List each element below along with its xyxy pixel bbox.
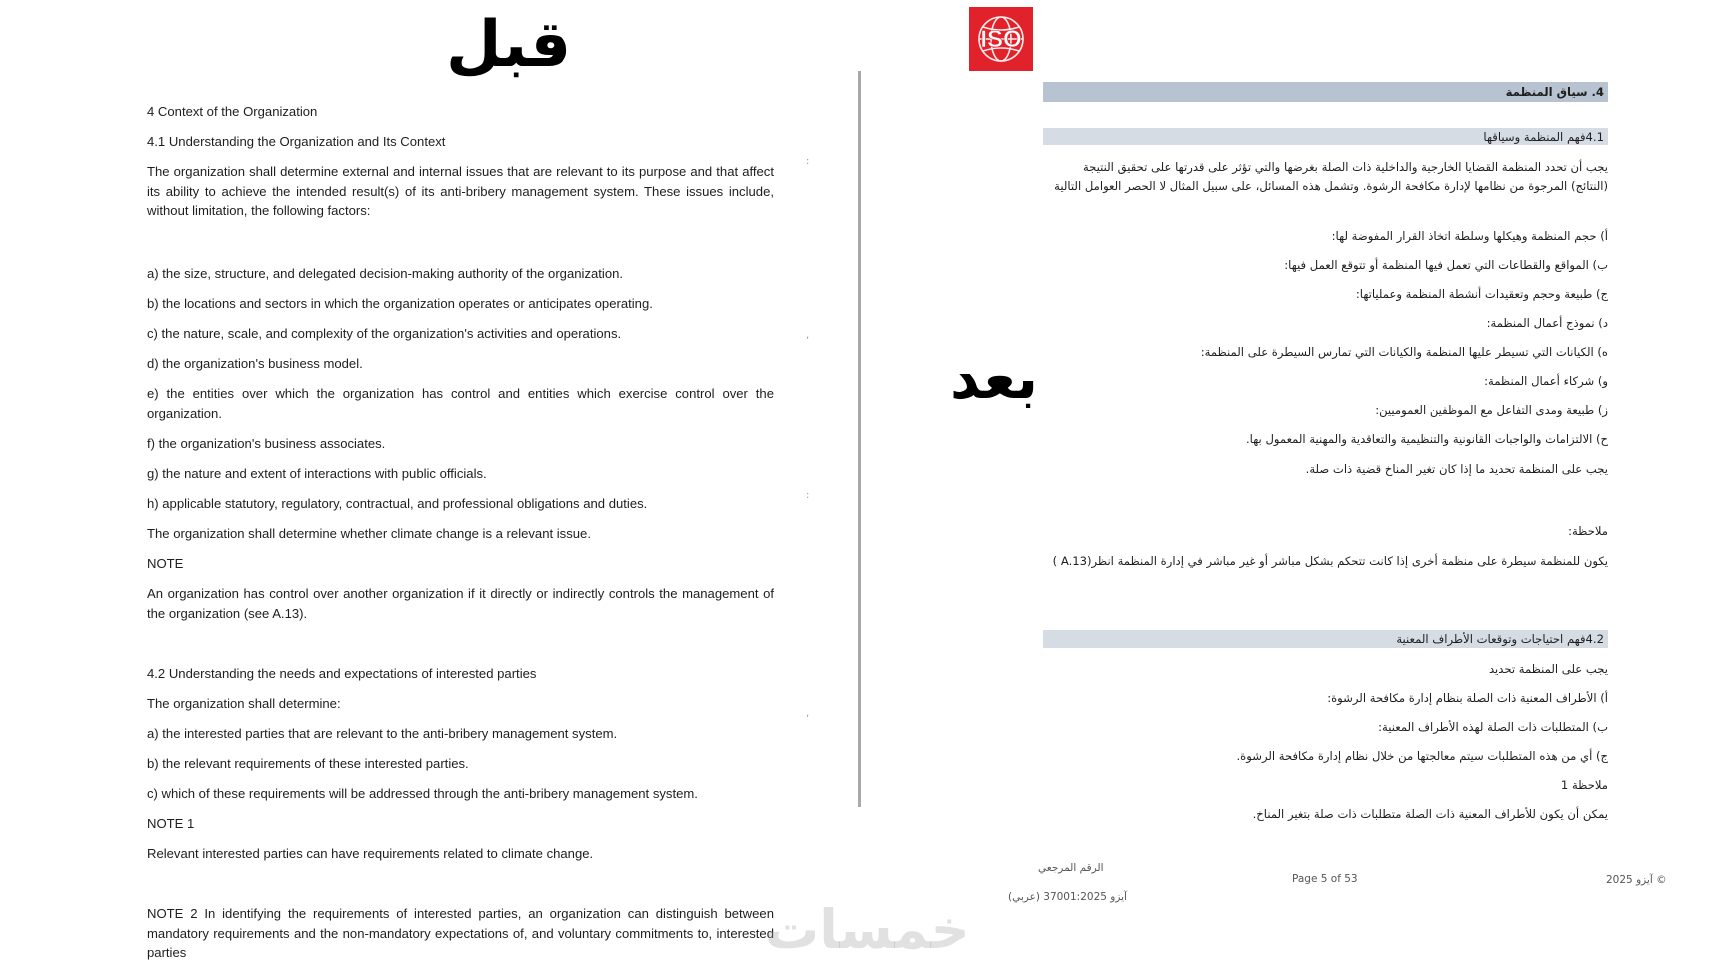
- column-divider: [858, 71, 861, 807]
- stray-mark: :: [806, 156, 810, 167]
- footer-page-number: Page 5 of 53: [1292, 873, 1358, 885]
- english-item-d: d) the organization's business model.: [147, 356, 363, 371]
- english-note: NOTE: [147, 556, 184, 571]
- arabic-heading-4-2-band: [1043, 630, 1608, 648]
- arabic-4-2-a: أ) الأطراف المعنية ذات الصلة بنظام إدارة مكافحة الرشوة:: [1327, 691, 1608, 705]
- arabic-note-1: ملاحظة 1: [1560, 778, 1608, 792]
- arabic-shall-determine: يجب على المنظمة تحديد: [1488, 662, 1608, 676]
- arabic-heading-4-2: 4.2فهم احتياجات وتوقعات الأطراف المعنية: [1396, 632, 1604, 646]
- arabic-item-h: ح) الالتزامات والواجبات القانونية والتنظيمية والتعاقدية والمهنية المعمول بها.: [1246, 432, 1608, 446]
- after-label: بعد: [950, 344, 1039, 412]
- english-4-2-a: a) the interested parties that are relevant to the anti-bribery management system.: [147, 726, 618, 741]
- arabic-intro-paragraph: يجب أن تحدد المنظمة القضايا الخارجية والداخلية ذات الصلة بغرضها والتي تؤثر على قدرتها على تحقيق النتيجة (النتائج) المرجوة من نظامها لإدارة مكافحة الرشوة. وتشمل هذه المسائل، على سبيل المثال لا الحصر العوامل التالية: [1054, 160, 1608, 193]
- english-note-1: NOTE 1: [147, 816, 195, 831]
- arabic-4-2-b: ب) المتطلبات ذات الصلة لهذه الأطراف المعنية:: [1378, 720, 1608, 734]
- arabic-item-e: ه) الكيانات التي تسيطر عليها المنظمة والكيانات التي تمارس السيطرة على المنظمة:: [1200, 345, 1608, 359]
- english-item-e: e) the entities over which the organization has control and entities which exercise control over the organization.: [147, 386, 774, 421]
- arabic-heading-4-band: [1043, 82, 1608, 102]
- english-note-text: An organization has control over another organization if it directly or indirectly controls the management of the organization (see A.13).: [147, 586, 774, 621]
- arabic-climate: يجب على المنظمة تحديد ما إذا كان تغير المناخ قضية ذات صلة.: [1305, 462, 1608, 476]
- english-item-g: g) the nature and extent of interactions with public officials.: [147, 466, 487, 481]
- arabic-note-text: يكون للمنظمة سيطرة على منظمة أخرى إذا كانت تتحكم بشكل مباشر أو غير مباشر في إدارة المنظمة انظر(A.13 ): [1052, 554, 1608, 568]
- english-heading-4-1: 4.1 Understanding the Organization and Its Context: [147, 134, 446, 149]
- english-item-b: b) the locations and sectors in which the organization operates or anticipates operating.: [147, 296, 653, 311]
- arabic-item-f: و) شركاء أعمال المنظمة:: [1484, 374, 1608, 388]
- english-item-c: c) the nature, scale, and complexity of the organization's activities and operations.: [147, 326, 622, 341]
- iso-logo-text: ISO: [980, 26, 1022, 53]
- stray-mark: ,: [806, 330, 810, 341]
- english-heading-4-2: 4.2 Understanding the needs and expectations of interested parties: [147, 666, 537, 681]
- arabic-item-d: د) نموذج أعمال المنظمة:: [1486, 316, 1608, 330]
- arabic-item-b: ب) المواقع والقطاعات التي تعمل فيها المنظمة أو تتوقع العمل فيها:: [1284, 258, 1608, 272]
- arabic-heading-4-1: 4.1فهم المنظمة وسياقها: [1483, 130, 1604, 144]
- before-label: قبل: [446, 8, 572, 82]
- arabic-note-1-text: يمكن أن يكون للأطراف المعنية ذات الصلة متطلبات ذات صلة بتغير المناخ.: [1252, 807, 1608, 821]
- english-climate: The organization shall determine whether climate change is a relevant issue.: [147, 526, 591, 541]
- arabic-item-g: ز) طبيعة ومدى التفاعل مع الموظفين العموميين:: [1375, 403, 1608, 417]
- english-shall-determine: The organization shall determine:: [147, 696, 341, 711]
- english-item-f: f) the organization's business associates.: [147, 436, 386, 451]
- footer-copyright: © آيزو 2025: [1606, 874, 1667, 886]
- english-4-2-b: b) the relevant requirements of these interested parties.: [147, 756, 469, 771]
- arabic-heading-4-1-band: [1043, 128, 1608, 145]
- arabic-4-2-c: ج) أي من هذه المتطلبات سيتم معالجتها من خلال نظام إدارة مكافحة الرشوة.: [1236, 749, 1608, 763]
- arabic-heading-4: 4. سياق المنظمة: [1505, 85, 1604, 99]
- english-note-1-text: Relevant interested parties can have requirements related to climate change.: [147, 846, 594, 861]
- stray-mark: :: [806, 490, 810, 501]
- english-4-2-c: c) which of these requirements will be addressed through the anti-bribery management system.: [147, 786, 698, 801]
- arabic-item-c: ج) طبيعة وحجم وتعقيدات أنشطة المنظمة وعملياتها:: [1355, 287, 1608, 301]
- footer-reference-label: الرقم المرجعي: [1038, 862, 1104, 874]
- arabic-item-a: أ) حجم المنظمة وهيكلها وسلطة اتخاذ القرار المفوضة لها:: [1331, 229, 1608, 243]
- footer-reference-value: آيزو 37001:2025 (عربي): [1008, 891, 1127, 903]
- stray-mark: ,: [806, 708, 810, 719]
- english-heading-4: 4 Context of the Organization: [147, 104, 318, 119]
- english-intro-paragraph: The organization shall determine external and internal issues that are relevant to its purpose and that affect its ability to achieve the intended result(s) of its anti-bribery management system. These issues include, without limitation, the following factors:: [147, 164, 774, 218]
- english-item-h: h) applicable statutory, regulatory, contractual, and professional obligations and duties.: [147, 496, 648, 511]
- english-item-a: a) the size, structure, and delegated decision-making authority of the organization.: [147, 266, 624, 281]
- watermark: خمسات: [765, 898, 970, 961]
- iso-logo: [969, 7, 1033, 71]
- english-note-2-text: NOTE 2 In identifying the requirements of interested parties, an organization can distinguish between mandatory requirements and the non-mandatory expectations of, and voluntary commitments to, interested parties: [147, 906, 774, 960]
- arabic-note: ملاحظة:: [1568, 524, 1608, 538]
- arabic-document: [1043, 82, 1608, 842]
